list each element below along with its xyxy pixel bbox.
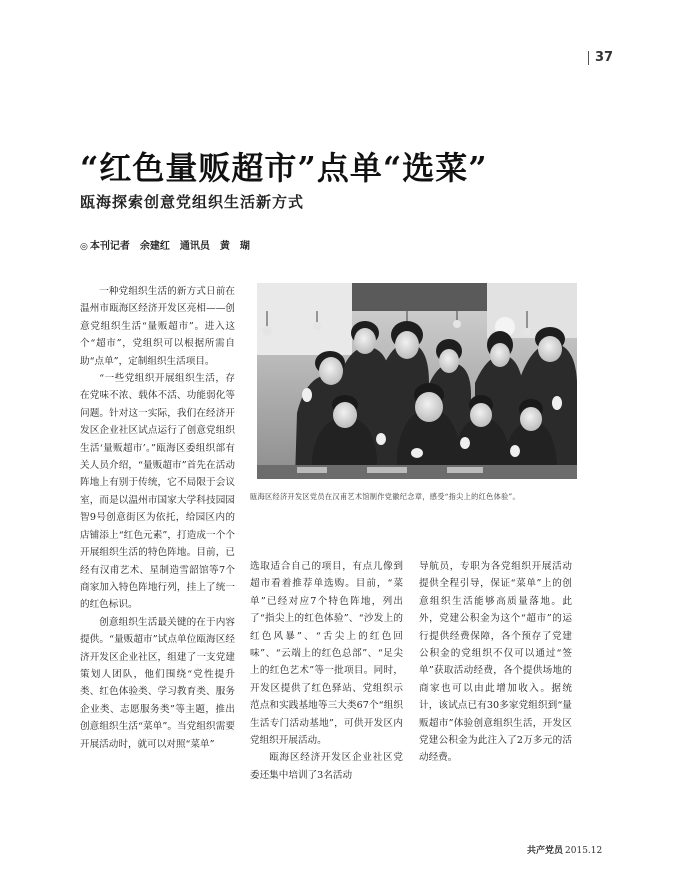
article-column-3 xyxy=(419,558,572,767)
paragraph: “一些党组织开展组织生活，存在党味不浓、载体不活、功能弱化等问题。针对这一实际，我们在经济开发区企业社区试点运行了创意党组织生活‘量贩超市’。”瓯海区委组织部有关人员介绍，“量贩超市”首先在活动阵地上有别于传统，它不局限于会议室，而是以温州市国家大学科技园园智9号创意街区为依托，给园区内的店铺添上“红色元素”，打造成一个个开展组织生活的特色阵地。目前，已经有汉甫艺术、星制造雪韶馆等7个商家加入特色阵地行列，挂上了统一的红色标识。 xyxy=(80,373,235,611)
photo-caption: 瓯海区经济开发区党员在汉甫艺术馆制作党徽纪念章，感受“指尖上的红色体验”。 xyxy=(250,492,521,501)
byline-text: 本刊记者 余建红 通讯员 黄 瑚 xyxy=(89,241,250,252)
group-photo-illustration xyxy=(257,283,577,479)
paragraph: 瓯海区经济开发区企业社区党委还集中培训了3名活动 xyxy=(250,752,403,781)
article-column-2 xyxy=(250,558,403,784)
article-column-1 xyxy=(80,283,235,753)
issue-date: 2015.12 xyxy=(565,846,603,856)
paragraph: 创意组织生活最关键的在于内容提供。“量贩超市”试点单位瓯海区经济开发区企业社区，组建了一支党建策划人团队，他们围绕“党性提升类、红色体验类、学习教育类、服务企业类、志愿服务类”等主题，推出创意组织生活“菜单”。当党组织需要开展活动时，就可以对照“菜单” xyxy=(80,616,235,750)
page-footer xyxy=(527,843,602,856)
byline xyxy=(80,237,250,252)
paragraph: 选取适合自己的项目，有点儿像到超市看着推荐单选购。目前，“菜单”已经对应7个特色阵地，列出了“指尖上的红色体验”、“沙发上的红色风暴”、“舌尖上的红色回味”、“云端上的红色总部”、“足尖上的红色艺术”等一批项目。同时，开发区提供了红色驿站、党组织示范点和实践基地等三大类67个“组织生活专门活动基地”，可供开发区内党组织开展活动。 xyxy=(250,561,403,747)
page-number-divider xyxy=(588,51,589,65)
paragraph: 导航员，专职为各党组织开展活动提供全程引导，保证“菜单”上的创意组织生活能够高质量落地。此外，党建公积金为这个“超市”的运行提供经费保障，各个预存了党建公积金的党组织不仅可以通过“签单”获取活动经费，各个提供场地的商家也可以由此增加收入。据统计，该试点已有30多家党组织到“量贩超市”体验创意组织生活，开发区党建公积金为此注入了2万多元的活动经费。 xyxy=(419,561,572,764)
headline: “红色量贩超市”点单“选菜” xyxy=(80,149,488,187)
byline-mark-icon: ◎ xyxy=(80,242,88,252)
magazine-logo: 共产党员 xyxy=(527,846,564,856)
article-photo xyxy=(257,283,577,479)
subheadline: 瓯海探索创意党组织生活新方式 xyxy=(80,193,305,211)
page-number xyxy=(588,50,613,65)
page-number-text: 37 xyxy=(595,50,614,65)
paragraph: 一种党组织生活的新方式日前在温州市瓯海区经济开发区亮相——创意党组织生活“量贩超市”。进入这个“超市”，党组织可以根据所需自助“点单”，定制组织生活项目。 xyxy=(80,286,235,367)
